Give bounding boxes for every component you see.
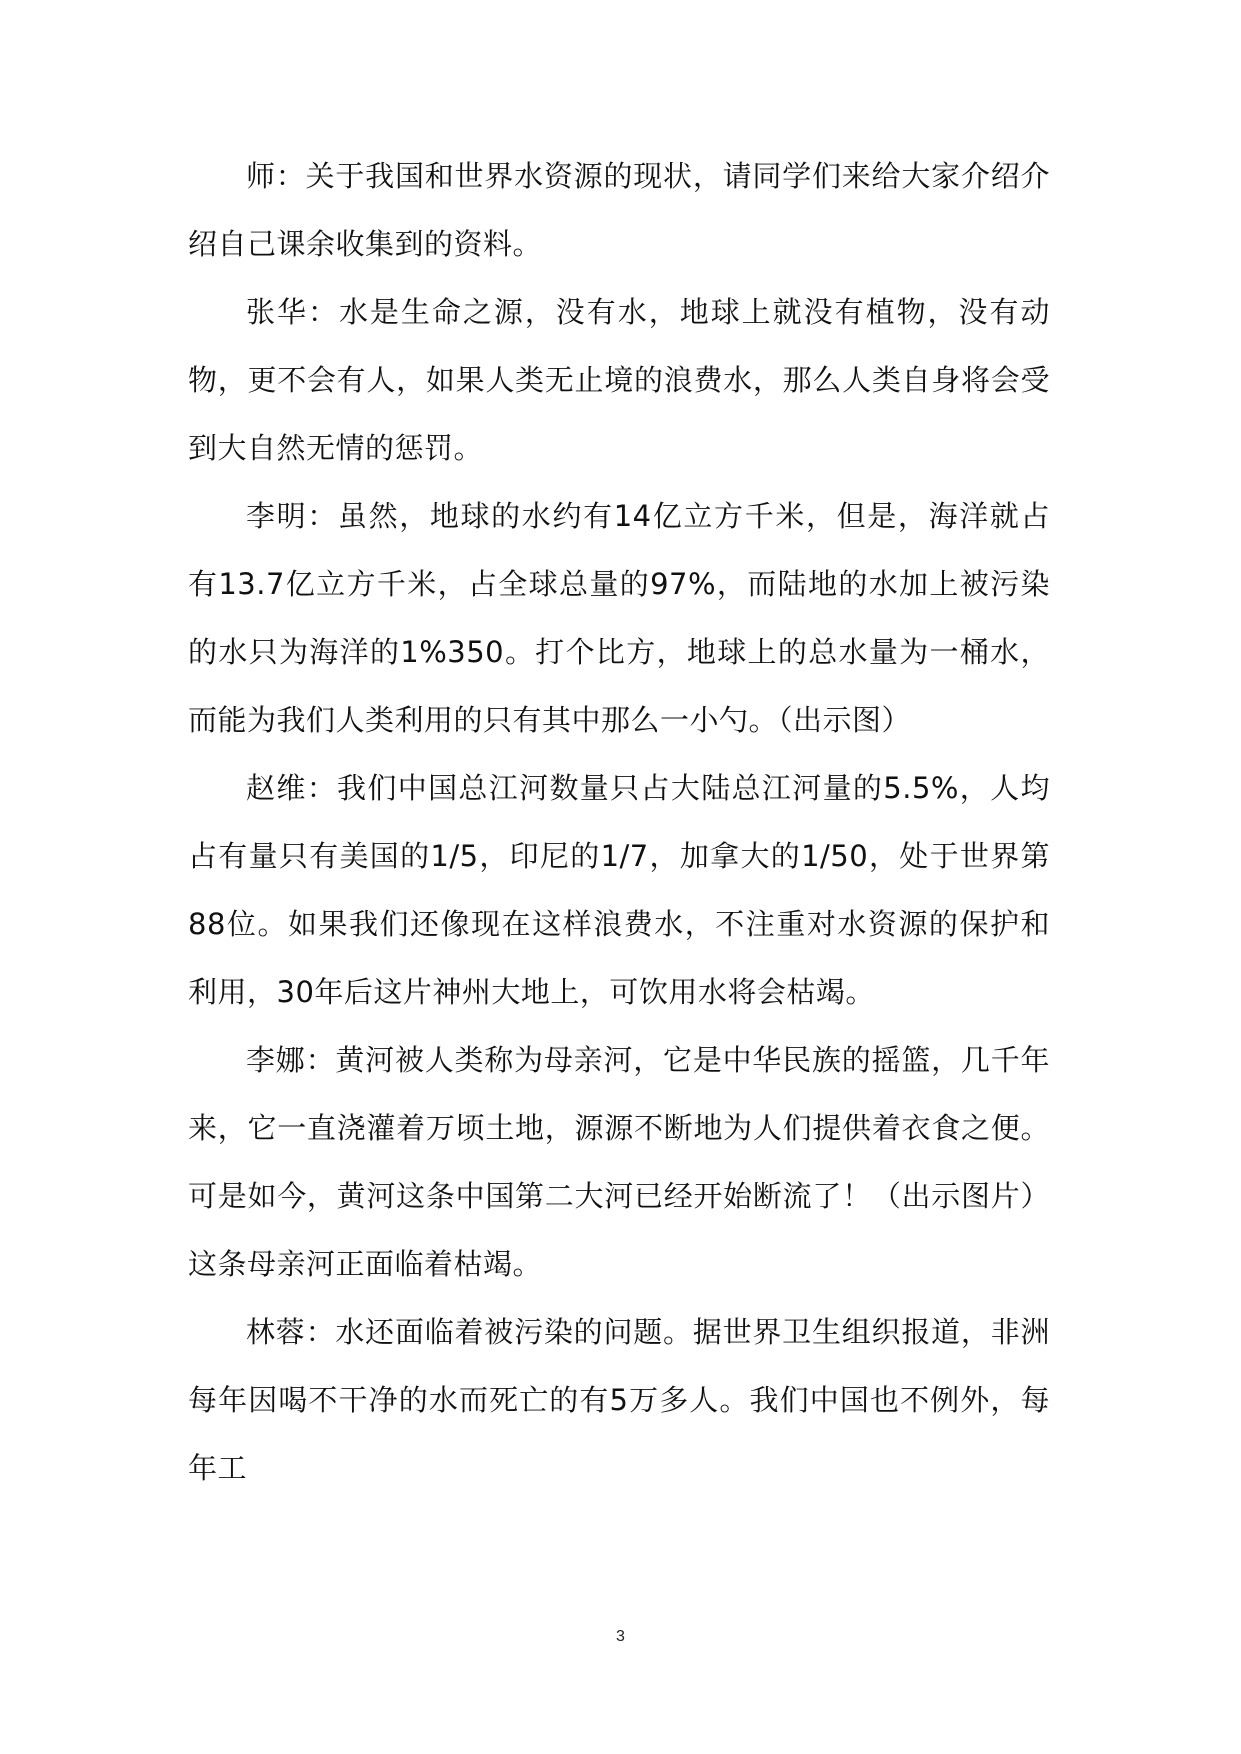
paragraph-lin-rong: 林蓉：水还面临着被污染的问题。据世界卫生组织报道，非洲每年因喝不干净的水而死亡的有5万多人。我们中国也不例外，每年工 (188, 1315, 1050, 1485)
document-body (188, 142, 1050, 1502)
paragraph-zhao-wei: 赵维：我们中国总江河数量只占大陆总江河量的5.5%，人均占有量只有美国的1/5，印尼的1/7，加拿大的1/50，处于世界第88位。如果我们还像现在这样浪费水，不注重对水资源的保护和利用，30年后这片神州大地上，可饮用水将会枯竭。 (188, 771, 1050, 1009)
page-number: 3 (616, 1628, 625, 1645)
paragraph-zhang-hua: 张华：水是生命之源，没有水，地球上就没有植物，没有动物，更不会有人，如果人类无止境的浪费水，那么人类自身将会受到大自然无情的惩罚。 (188, 295, 1050, 465)
paragraph-teacher: 师：关于我国和世界水资源的现状，请同学们来给大家介绍介绍自己课余收集到的资料。 (188, 159, 1050, 261)
paragraph-li-ming: 李明：虽然，地球的水约有14亿立方千米，但是，海洋就占有13.7亿立方千米，占全球总量的97%，而陆地的水加上被污染的水只为海洋的1%350。打个比方，地球上的总水量为一桶水，而能为我们人类利用的只有其中那么一小勺。（出示图） (188, 499, 1050, 737)
paragraph-li-na: 李娜：黄河被人类称为母亲河，它是中华民族的摇篮，几千年来，它一直浇灌着万顷土地，源源不断地为人们提供着衣食之便。可是如今，黄河这条中国第二大河已经开始断流了！（出示图片）这条母亲河正面临着枯竭。 (188, 1043, 1050, 1281)
